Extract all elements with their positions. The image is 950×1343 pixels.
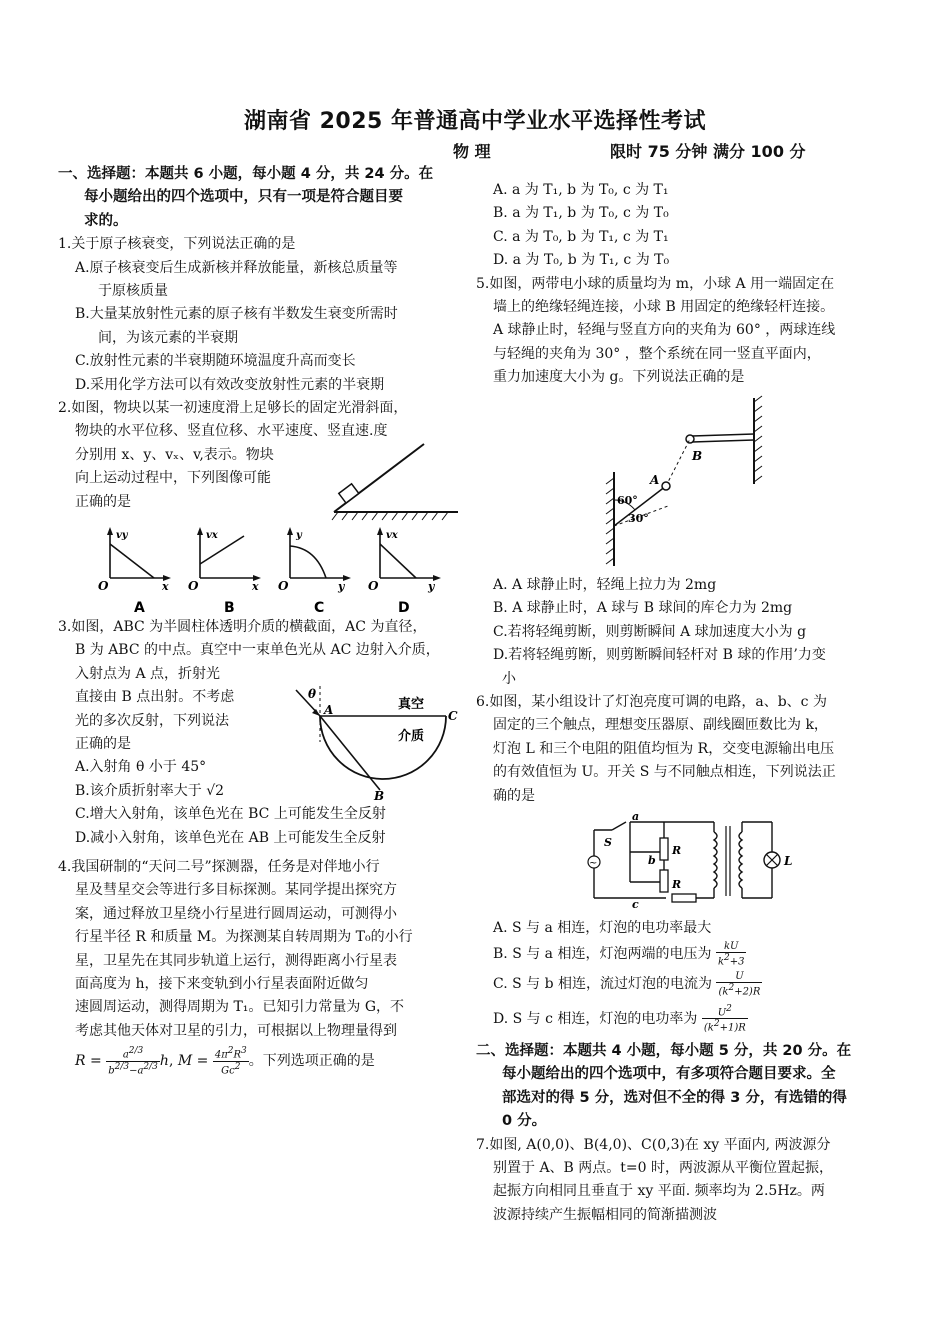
q5-line: 墙上的绝缘轻绳连接，小球 B 用固定的绝缘轻杆连接。 <box>493 299 835 316</box>
ac-source-icon: ~ <box>589 858 598 869</box>
q4-option-b: B. a 为 T₁, b 为 T₀, c 为 T₀ <box>493 205 669 222</box>
q7-line: 别置于 A、B 两点。t=0 时，两波源从平衡位置起振， <box>493 1160 834 1177</box>
graph-option-label: D <box>398 600 410 616</box>
exam-title: 湖南省 2025 年普通高中学业水平选择性考试 <box>243 109 707 134</box>
contact-a-label: a <box>632 812 640 823</box>
section-1-line: 求的。 <box>84 212 128 229</box>
q4-line: 星，卫星先在其同步轨道上运行，测得距离小行星表 <box>75 952 397 969</box>
q3-line: 直接由 B 点出射。不考虑 <box>75 689 235 706</box>
q1-option-a: A.原子核衰变后生成新核并释放能量，新核总质量等 <box>75 259 398 276</box>
q3-line: 3.如图，ABC 为半圆柱体透明介质的横截面，AC 为直径， <box>58 619 427 635</box>
q1-option-b: B.大量某放射性元素的原子核有半数发生衰变所需时 <box>75 306 398 323</box>
q4-option-c: C. a 为 T₀, b 为 T₁, c 为 T₁ <box>493 228 669 245</box>
q7-line: 波源持续产生振幅相同的简渐描测波 <box>493 1206 717 1223</box>
q3-option-c: C.增大入射角，该单色光在 BC 上可能发生全反射 <box>75 806 386 823</box>
q2-line: 2.如图，物块以某一初速度滑上足够长的固定光滑斜面， <box>58 400 408 417</box>
resistor-r-label: R <box>672 844 682 857</box>
q1-option-a-cont: 于原核质量 <box>98 283 168 300</box>
point-a-label: A <box>324 703 334 717</box>
q6-circuit-figure <box>586 812 798 916</box>
q2-graph-a <box>96 526 176 616</box>
angle-30-label: 30° <box>628 512 649 525</box>
graph-option-label: C <box>314 600 325 616</box>
graph-option-label: A <box>134 600 145 616</box>
q5-option-c: C.若将轻绳剪断，则剪断瞬间 A 球加速度大小为 g <box>493 623 807 640</box>
q4-block <box>58 856 478 1076</box>
q7-line: 起振方向相同且垂直于 xy 平面. 频率均为 2.5Hz。两 <box>493 1183 825 1200</box>
q6-line: 6.如图，某小组设计了灯泡亮度可调的电路，a、b、c 为 <box>476 694 827 711</box>
graph-x-label: x <box>162 580 169 593</box>
q3-line: 入射点为 A 点，折射光 <box>75 665 221 682</box>
formula-fraction: $\frac{4\pi^2R^3}{Gc^2}$ <box>214 1046 247 1076</box>
q5-option-a: A. A 球静止时，轻绳上拉力为 2mg <box>493 577 717 593</box>
contact-c-label: c <box>632 898 639 911</box>
q6-line: 确的是 <box>493 787 535 804</box>
q2-graph-b <box>186 526 266 616</box>
q6-option-d-text: D. S 与 c 相连，灯泡的电功率为 <box>493 1010 698 1027</box>
graph-x-label: x <box>252 580 259 593</box>
q2-incline-figure <box>326 440 461 522</box>
q5-line: 重力加速度大小为 g。下列说法正确的是 <box>493 369 745 386</box>
ball-b-label: B <box>692 449 703 463</box>
q5-option-d: D.若将轻绳剪断，则剪断瞬间轻杆对 B 球的作用’力变 <box>493 647 826 664</box>
q6-line: 的有效值恒为 U。开关 S 与不同触点相连，下列说法正 <box>493 764 836 781</box>
time-score-label: 限时 75 分钟 满分 100 分 <box>610 142 806 161</box>
q3-line: B 为 ABC 的中点。真空中一束单色光从 AC 边射入介质， <box>75 642 440 659</box>
medium-label: 介质 <box>398 729 425 744</box>
q3-line: 光的多次反射，下列说法 <box>75 712 229 729</box>
q6-option-b-text: B. S 与 a 相连，灯泡两端的电压为 <box>493 946 712 963</box>
q4-formula-line: R = $\frac{a^{2/3}}{b^{2/3}-a^{2/3}}$ h, M = $\frac{4\pi^2R^3}{Gc^2}$ 。下列选项正确的是 <box>75 1046 375 1076</box>
graph-y-label: vx <box>386 530 398 541</box>
q3-semicircle-figure <box>276 682 462 804</box>
section-2-line: 部选对的得 5 分，选对但不全的得 3 分，有选错的得 <box>502 1089 847 1106</box>
vacuum-label: 真空 <box>398 697 425 712</box>
q3-option-a: A.入射角 θ 小于 45° <box>75 759 207 776</box>
q1-option-b-cont: 间，为该元素的半衰期 <box>98 329 238 346</box>
q1-stem: 1.关于原子核衰变，下列说法正确的是 <box>58 236 296 253</box>
q5-options <box>476 574 916 808</box>
q6-option-c <box>476 971 916 997</box>
graph-x-label: y <box>338 580 345 593</box>
q6-option-b <box>476 941 916 967</box>
q4-line: 星及彗星交会等进行多目标探测。某同学提出探究方 <box>75 882 397 899</box>
q4-line: 考虑其他天体对卫星的引力，可根据以上物理量得到 <box>75 1022 397 1039</box>
q6-line: 灯泡 L 和三个电阻的阻值均恒为 R，交变电源输出电压 <box>493 740 835 757</box>
section-2-line: 0 分。 <box>502 1113 547 1130</box>
right-column <box>476 179 916 390</box>
graph-origin: O <box>188 579 199 593</box>
q4-option-d: D. a 为 T₀, b 为 T₁, c 为 T₀ <box>493 252 670 269</box>
contact-b-label: b <box>648 854 656 867</box>
graph-x-label: y <box>428 580 435 593</box>
graph-option-label: B <box>224 600 235 616</box>
graph-y-label: vx <box>206 530 218 541</box>
q5-line: 5.如图，两带电小球的质量均为 m，小球 A 用一端固定在 <box>476 275 835 292</box>
formula-fraction: $\frac{U^2}{(k^2+1)R}$ <box>703 1003 746 1034</box>
q1-option-c: C.放射性元素的半衰期随环境温度升高而变长 <box>75 353 356 370</box>
point-b-label: B <box>374 789 385 803</box>
resistor-r-label: R <box>672 878 682 891</box>
q6-line: 固定的三个触点，理想变压器原、副线圈匝数比为 k， <box>493 717 828 734</box>
q2-line: 正确的是 <box>75 493 131 510</box>
q4-line: 速圆周运动，测得周期为 T₁。已知引力常量为 G，不 <box>75 999 405 1016</box>
graph-origin: O <box>368 579 379 593</box>
q4-option-a: A. a 为 T₁, b 为 T₀, c 为 T₁ <box>493 182 669 198</box>
q4-stem-tail: 。下列选项正确的是 <box>248 1053 375 1070</box>
q4-line: 行星半径 R 和质量 M。为探测某自转周期为 T₀的小行 <box>75 929 413 946</box>
graph-origin: O <box>278 579 289 593</box>
formula-fraction: $\frac{kU}{k^2+3}$ <box>717 941 745 968</box>
q5-option-d-cont: 小 <box>502 670 516 687</box>
q6-option-a: A. S 与 a 相连，灯泡的电功率最大 <box>493 920 712 936</box>
ball-a-label: A <box>650 473 660 487</box>
graph-y-label: vy <box>116 530 128 541</box>
q4-line: 4.我国研制的“天问二号”探测器，任务是对伴地小行 <box>58 859 380 875</box>
formula-fraction: $\frac{a^{2/3}}{b^{2/3}-a^{2/3}}$ <box>108 1046 158 1076</box>
q7-line: 7.如图, A(0,0)、B(4,0)、C(0,3)在 xy 平面内, 两波源分 <box>476 1136 831 1153</box>
section-1-line: 每小题给出的四个选项中，只有一项是符合题目要 <box>84 189 403 206</box>
subject-label: 物 理 <box>453 142 491 161</box>
angle-60-label: 60° <box>617 494 638 507</box>
switch-s-label: S <box>604 836 612 849</box>
graph-origin: O <box>98 579 109 593</box>
q1-option-d: D.采用化学方法可以有效改变放射性元素的半衰期 <box>75 376 385 393</box>
section-2-block <box>476 1040 916 1227</box>
q3-option-b: B.该介质折射率大于 √2 <box>75 782 225 799</box>
q5-line: 与轻绳的夹角为 30° ，整个系统在同一竖直平面内， <box>493 345 821 362</box>
section-1-line: 一、选择题：本题共 6 小题，每小题 4 分，共 24 分。在 <box>58 166 434 182</box>
theta-label: θ <box>308 687 317 701</box>
q5-line: A 球静止时，轻绳与竖直方向的夹角为 60° ，两球连线 <box>493 322 836 339</box>
lamp-l-label: L <box>784 854 793 868</box>
q2-line: 分别用 x、y、vₓ、v,表示。物块 <box>75 446 274 463</box>
section-2-line: 二、选择题：本题共 4 小题，每小题 5 分，共 20 分。在 <box>476 1043 852 1059</box>
q2-graph-d <box>366 526 446 616</box>
q2-graph-c <box>276 526 356 616</box>
q6-options <box>476 915 916 1033</box>
formula-fraction: $\frac{U}{(k^2+2)R}$ <box>718 971 761 998</box>
q3-option-d: D.减小入射角，该单色光在 AB 上可能发生全反射 <box>75 829 386 846</box>
point-c-label: C <box>448 709 458 723</box>
q6-option-d <box>476 1004 916 1034</box>
graph-y-label: y <box>296 530 302 541</box>
q2-line: 物块的水平位移、竖直位移、水平速度、竖直速.度 <box>75 423 388 440</box>
q6-option-c-text: C. S 与 b 相连，流过灯泡的电流为 <box>493 976 713 993</box>
q4-line: 面高度为 h，接下来变轨到小行星表面附近做匀 <box>75 976 369 993</box>
section-2-line: 每小题给出的四个选项中，有多项符合题目要求。全 <box>502 1066 836 1083</box>
q2-line: 向上运动过程中，下列图像可能 <box>75 470 271 487</box>
q4-line: 案，通过释放卫星绕小行星进行圆周运动，可测得小 <box>75 905 397 922</box>
q5-option-b: B. A 球静止时，A 球与 B 球间的库仑力为 2mg <box>493 600 793 617</box>
q3-line: 正确的是 <box>75 736 131 753</box>
q5-charged-balls-figure <box>598 392 770 570</box>
